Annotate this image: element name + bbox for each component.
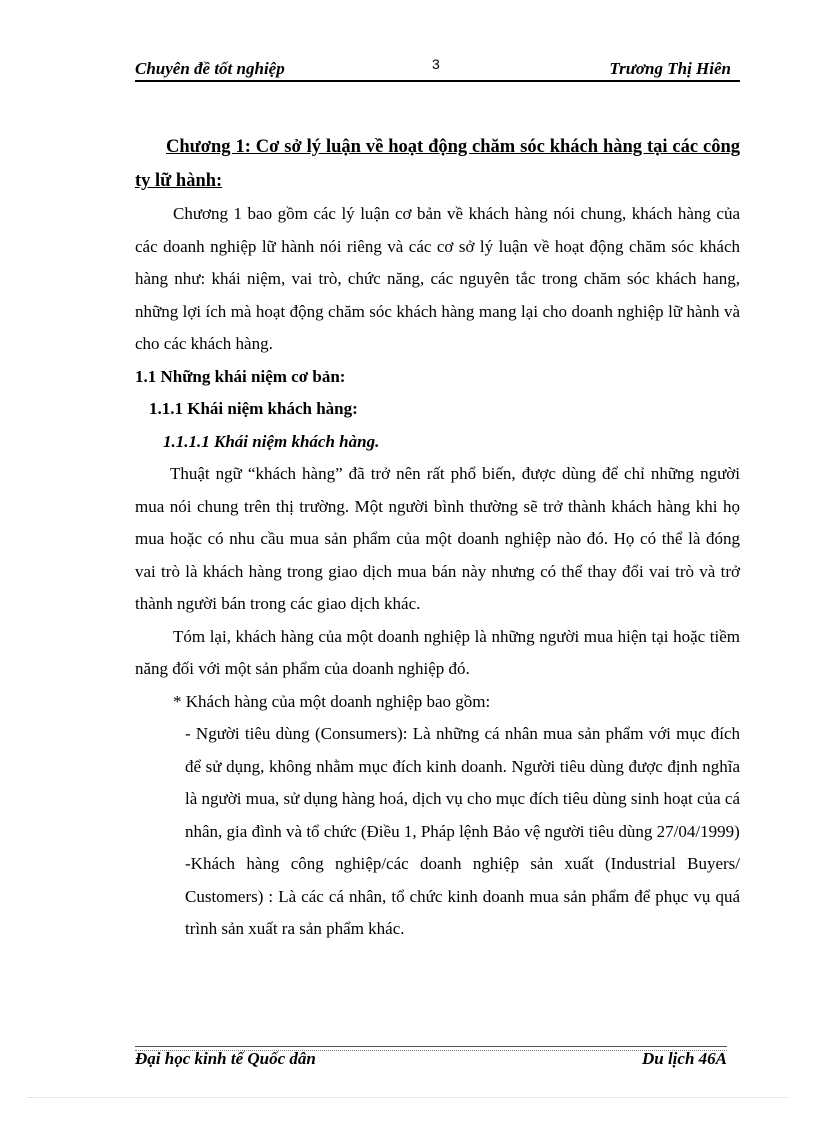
customer-types-intro: * Khách hàng của một doanh nghiệp bao gồm: — [173, 691, 491, 711]
page-header — [135, 56, 740, 82]
section-heading-1-1: 1.1 Những khái niệm cơ bản: — [135, 366, 346, 386]
page-footer — [135, 1049, 727, 1073]
section-heading-1-1-1-1: 1.1.1.1 Khái niệm khách hàng. — [163, 431, 380, 451]
intro-paragraph: Chương 1 bao gồm các lý luận cơ bản về khách hàng nói chung, khách hàng của các doanh nghiệp lữ hành nói riêng và các cơ sở lý luận về hoạt động chăm sóc khách hàng như: khái niệm, vai trò, chức năng, các nguyên tắc trong chăm sóc khách hang, những lợi ích mà hoạt động chăm sóc khách hàng mang lại cho doanh nghiệp lữ hành và cho các khách hàng. — [135, 204, 740, 353]
page-body — [135, 130, 740, 946]
header-right-text: Trương Thị Hiên — [609, 59, 731, 78]
definition-paragraph: Thuật ngữ “khách hàng” đã trở nên rất phổ biến, được dùng để chỉ những người mua nói chung trên thị trường. Một người bình thường sẽ trở thành khách hàng khi họ mua hoặc có nhu cầu mua sản phẩm của một doanh nghiệp nào đó. Họ có thể là đóng vai trò là khách hàng trong giao dịch mua bán này nhưng có thể thay đổi vai trò và trở thành người bán trong các giao dịch khác. — [135, 464, 740, 613]
footer-left-text: Đại học kinh tế Quốc dân — [135, 1049, 316, 1068]
header-left-text: Chuyên đề tốt nghiệp — [135, 59, 285, 78]
summary-paragraph: Tóm lại, khách hàng của một doanh nghiệp là những người mua hiện tại hoặc tiềm năng đối với một sản phẩm của doanh nghiệp đó. — [135, 626, 740, 678]
page-number: 3 — [432, 56, 440, 72]
section-heading-1-1-1: 1.1.1 Khái niệm khách hàng: — [149, 399, 358, 418]
header-rule — [135, 80, 740, 82]
chapter-title: Chương 1: Cơ sở lý luận về hoạt động chăm sóc khách hàng tại các công ty lữ hành: — [135, 137, 740, 191]
list-item-industrial-buyers: -Khách hàng công nghiệp/các doanh nghiệp sản xuất (Industrial Buyers/ Customers) : Là các cá nhân, tổ chức kinh doanh mua sản phẩm để phục vụ quá trình sản xuất ra sản phẩm khác. — [185, 854, 740, 938]
footer-rule — [135, 1046, 727, 1047]
list-item-consumers: - Người tiêu dùng (Consumers): Là những cá nhân mua sản phẩm với mục đích để sử dụng, không nhằm mục đích kinh doanh. Người tiêu dùng được định nghĩa là người mua, sử dụng hàng hoá, dịch vụ cho mục đích tiêu dùng sinh hoạt của cá nhân, gia đình và tổ chức (Điều 1, Pháp lệnh Bảo vệ người tiêu dùng 27/04/1999) — [185, 724, 740, 841]
footer-right-text: Du lịch 46A — [641, 1049, 727, 1068]
page-bottom-divider — [28, 1097, 788, 1098]
